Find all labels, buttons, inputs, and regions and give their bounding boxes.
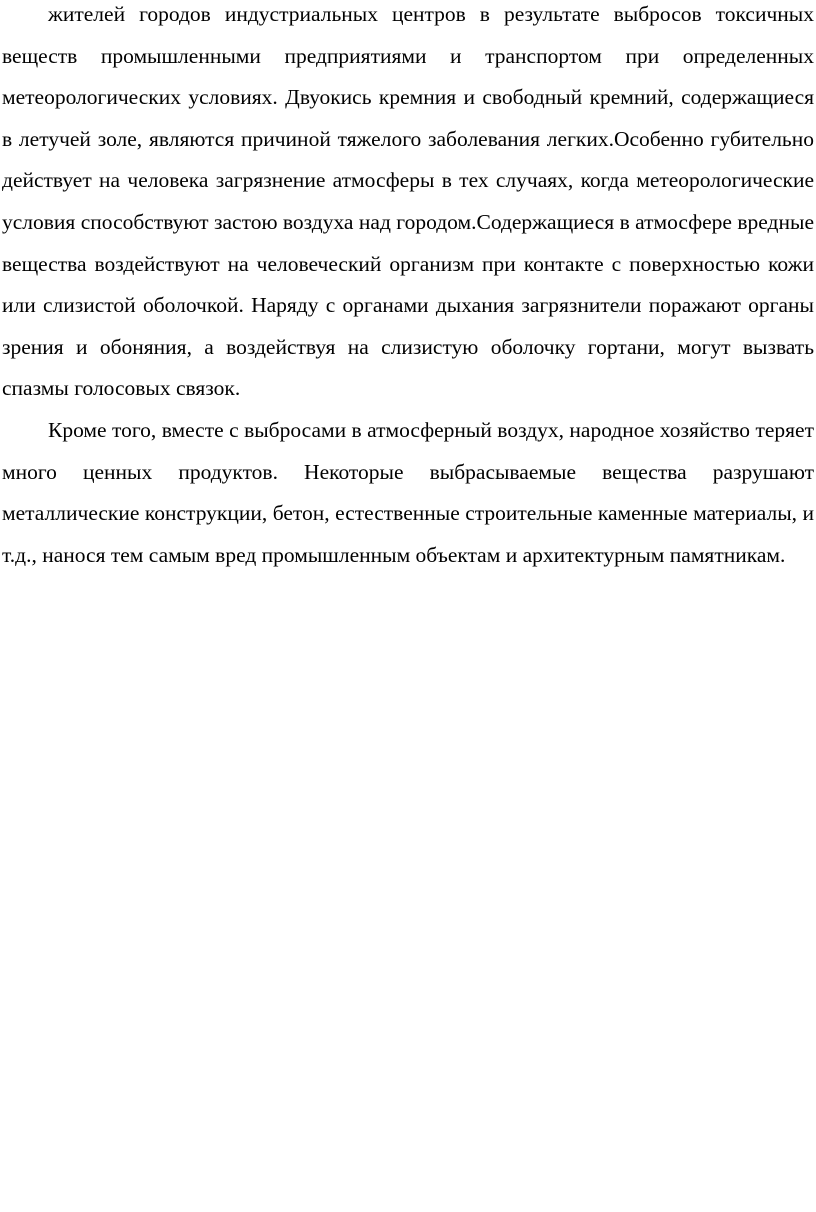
document-body [2, 0, 814, 576]
paragraph-2: Кроме того, вместе с выбросами в атмосферный воздух, народное хозяйство теряет много ценных продуктов. Некоторые выбрасываемые вещества разрушают металлические конструкции, бетон, естественные строительные каменные материалы, и т.д., нанося тем самым вред промышленным объектам и архитектурным памятникам. [2, 417, 814, 567]
paragraph-1: жителей городов индустриальных центров в результате выбросов токсичных веществ промышленными предприятиями и транспортом при определенных метеорологических условиях. Двуокись кремния и свободный кремний, содержащиеся в летучей золе, являются причиной тяжелого заболевания легких.Особенно губительно действует на человека загрязнение атмосферы в тех случаях, когда метеорологические условия способствуют застою воздуха над городом.Содержащиеся в атмосфере вредные вещества воздействуют на человеческий организм при контакте с поверхностью кожи или слизистой оболочкой. Наряду с органами дыхания загрязнители поражают органы зрения и обоняния, а воздействуя на слизистую оболочку гортани, могут вызвать спазмы голосовых связок. [2, 2, 814, 401]
